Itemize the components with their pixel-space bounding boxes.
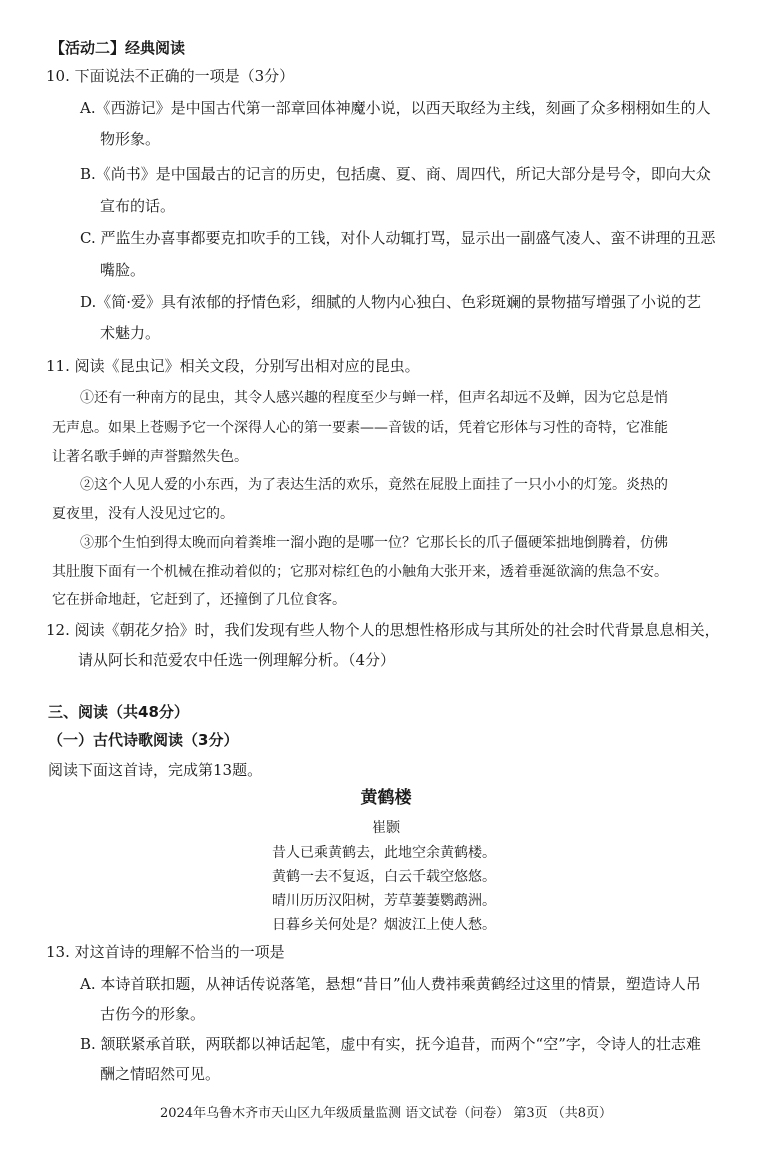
q13-stem: 13. 对这首诗的理解不恰当的一项是 [46, 943, 285, 961]
q11-passage-3-line3: 它在拼命地赶，它赶到了，还撞倒了几位食客。 [52, 592, 346, 608]
subsection-poetry-heading: （一）古代诗歌阅读（3分） [48, 731, 239, 749]
poem-line-1: 昔人已乘黄鹤去，此地空余黄鹤楼。 [272, 845, 496, 861]
q10-option-d-cont: 术魅力。 [100, 324, 161, 342]
q11-passage-1-line3: 让著名歌手蝉的声誉黯然失色。 [52, 449, 248, 465]
q11-passage-1-line1: ①还有一种南方的昆虫，其令人感兴趣的程度至少与蝉一样，但声名却远不及蝉，因为它总是悄 [80, 390, 668, 406]
q13-option-a: A. 本诗首联扣题，从神话传说落笔，悬想“昔日”仙人费祎乘黄鹤经过这里的情景，塑造诗人吊 [80, 975, 701, 993]
q10-option-c: C. 严监生办喜事都要克扣吹手的工钱，对仆人动辄打骂，显示出一副盛气凌人、蛮不讲理的丑恶 [80, 229, 716, 247]
q11-passage-1-line2: 无声息。如果上苍赐予它一个深得人心的第一要素——音钹的话，凭着它形体与习性的奇特，它准能 [52, 420, 668, 436]
q11-passage-3-line1: ③那个生怕到得太晚而向着粪堆一溜小跑的是哪一位？它那长长的爪子僵硬笨拙地倒腾着，仿佛 [80, 535, 668, 551]
q10-option-d: D.《简·爱》具有浓郁的抒情色彩，细腻的人物内心独白、色彩斑斓的景物描写增强了小说的艺 [80, 293, 702, 311]
q12-line2: 请从阿长和范爱农中任选一例理解分析。（4分） [78, 651, 396, 669]
q13-option-a-cont: 古伤今的形象。 [100, 1005, 206, 1023]
q10-option-a-cont: 物形象。 [100, 130, 161, 148]
activity-heading: 【活动二】经典阅读 [50, 39, 186, 57]
q10-option-c-cont: 嘴脸。 [100, 261, 146, 279]
q12-line1: 12. 阅读《朝花夕拾》时，我们发现有些人物个人的思想性格形成与其所处的社会时代背景息息相关， [46, 621, 720, 639]
page-footer: 2024年乌鲁木齐市天山区九年级质量监测 语文试卷（问卷） 第3页 （共8页） [159, 1106, 613, 1121]
poem-line-2: 黄鹤一去不复返，白云千载空悠悠。 [272, 869, 496, 885]
q11-stem: 11. 阅读《昆虫记》相关文段，分别写出相对应的昆虫。 [46, 357, 420, 375]
poem-line-3: 晴川历历汉阳树，芳草萋萋鹦鹉洲。 [272, 893, 496, 909]
q11-passage-3-line2: 其肚腹下面有一个机械在推动着似的；它那对棕红色的小触角大张开来，透着垂涎欲滴的焦急不安。 [52, 564, 668, 580]
poem-line-4: 日暮乡关何处是？烟波江上使人愁。 [272, 917, 496, 933]
q11-passage-2-line1: ②这个人见人爱的小东西，为了表达生活的欢乐，竟然在屁股上面挂了一只小小的灯笼。炎热的 [80, 477, 668, 493]
q10-option-b-cont: 宣布的话。 [100, 197, 176, 215]
q10-option-b: B.《尚书》是中国最古的记言的历史，包括虞、夏、商、周四代，所记大部分是号令，即向大众 [80, 165, 711, 183]
q10-stem: 10. 下面说法不正确的一项是（3分） [46, 67, 295, 85]
poem-instructions: 阅读下面这首诗，完成第13题。 [48, 761, 263, 779]
q13-option-b: B. 颔联紧承首联，两联都以神话起笔，虚中有实，抚今追昔，而两个“空”字，令诗人的壮志难 [80, 1035, 701, 1053]
poem-author: 崔颢 [372, 820, 400, 836]
q10-option-a: A.《西游记》是中国古代第一部章回体神魔小说，以西天取经为主线，刻画了众多栩栩如生的人 [80, 99, 711, 117]
poem-title: 黄鹤楼 [360, 788, 412, 808]
q11-passage-2-line2: 夏夜里，没有人没见过它的。 [52, 506, 234, 522]
q13-option-b-cont: 酬之情昭然可见。 [100, 1065, 221, 1083]
section3-heading: 三、阅读（共48分） [48, 703, 189, 721]
